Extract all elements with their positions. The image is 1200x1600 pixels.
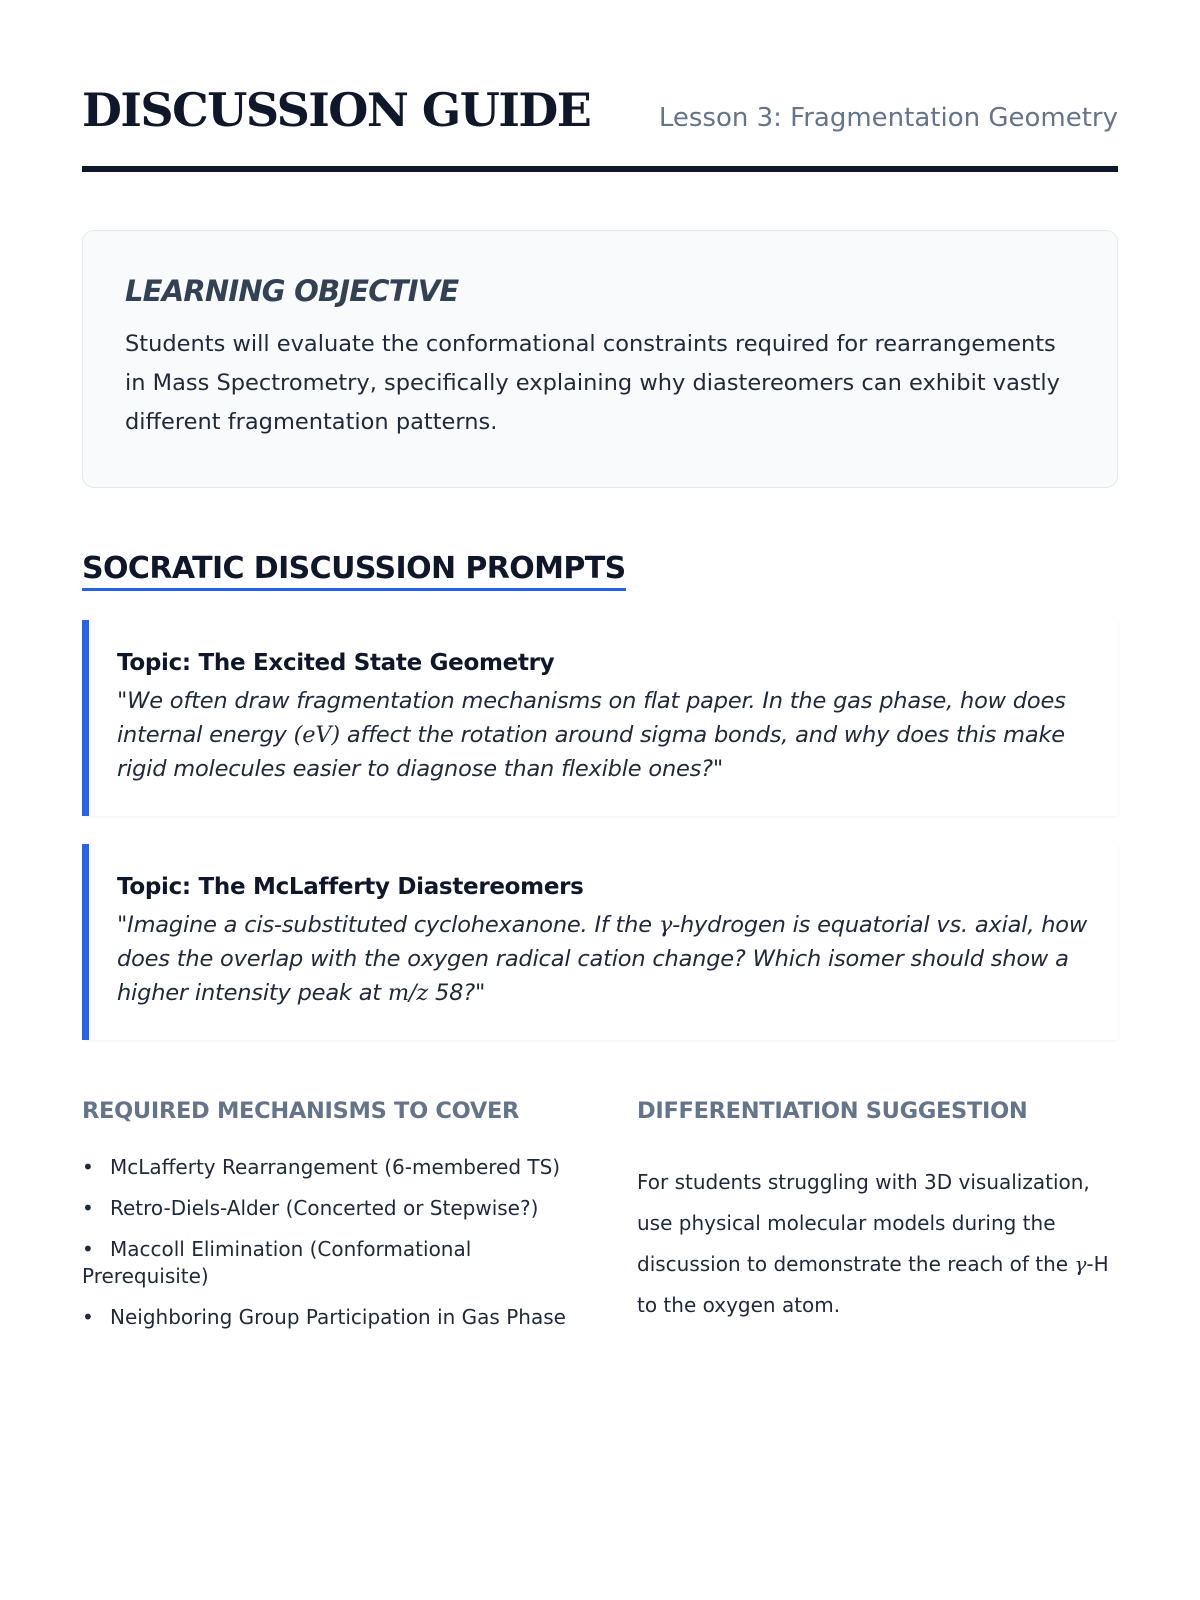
mechanisms-column [82,1096,582,1345]
list-item [82,1154,582,1181]
learning-objective-heading: LEARNING OBJECTIVE [125,274,459,308]
prompt-question-text: affect the rotation around sigma bonds, and why does this make rigid molecules easier to diagnose than flexible ones?" [117,722,1065,782]
math-symbol: γ [1074,1252,1087,1276]
math-expression: (eV) [293,722,340,748]
list-item-label: Maccoll Elimination (Conformational Prerequisite) [82,1237,472,1288]
differentiation-column [637,1096,1137,1326]
bullet-icon: • [82,1305,94,1329]
math-symbol: γ [658,912,673,938]
lesson-subtitle: Lesson 3: Fragmentation Geometry [658,103,1118,133]
list-item [82,1236,582,1290]
list-item-label: McLafferty Rearrangement (6-membered TS) [110,1155,561,1179]
mechanisms-heading: REQUIRED MECHANISMS TO COVER [82,1098,520,1124]
bullet-icon: • [82,1155,94,1179]
differentiation-text-part: -H to the oxygen atom. [637,1252,1109,1317]
prompt-question-text: "We often draw fragmentation mechanisms on flat paper. In the gas phase, how does internal energy [117,688,1066,748]
differentiation-text-part: For students struggling with 3D visualization, use physical molecular models during the discussion to demonstrate the reach of the [637,1170,1090,1276]
bullet-icon: • [82,1196,94,1220]
math-expression: m/z [387,980,429,1006]
learning-objective-text: Students will evaluate the conformational constraints required for rearrangements in Mass Spectrometry, specifically explaining why diastereomers can exhibit vastly different fragmentation patterns. [125,331,1061,435]
prompt-card [82,620,1118,816]
prompt-card [82,844,1118,1040]
socratic-prompts-heading: SOCRATIC DISCUSSION PROMPTS [82,550,626,591]
differentiation-text [637,1162,1129,1326]
page-header [82,84,1118,172]
prompt-topic: Topic: The Excited State Geometry [117,650,555,676]
prompt-question-text: 58?" [428,980,486,1006]
prompt-question-text: "Imagine a cis-substituted cyclohexanone. If the [117,912,659,938]
differentiation-heading: DIFFERENTIATION SUGGESTION [637,1098,1028,1124]
page-title: DISCUSSION GUIDE [82,83,591,137]
list-item-label: Neighboring Group Participation in Gas Phase [110,1305,566,1329]
list-item [82,1195,582,1222]
prompt-question [117,684,1090,786]
list-item [82,1304,582,1331]
mechanisms-list [82,1154,582,1331]
prompt-question-text: -hydrogen is equatorial vs. axial, how does the overlap with the oxygen radical cation change? Which isomer should show a higher intensity peak at [117,912,1088,1006]
prompt-topic: Topic: The McLafferty Diastereomers [117,874,584,900]
learning-objective-box [82,230,1118,488]
bullet-icon: • [82,1237,94,1261]
prompt-question [117,908,1090,1010]
list-item-label: Retro-Diels-Alder (Concerted or Stepwise?) [110,1196,539,1220]
